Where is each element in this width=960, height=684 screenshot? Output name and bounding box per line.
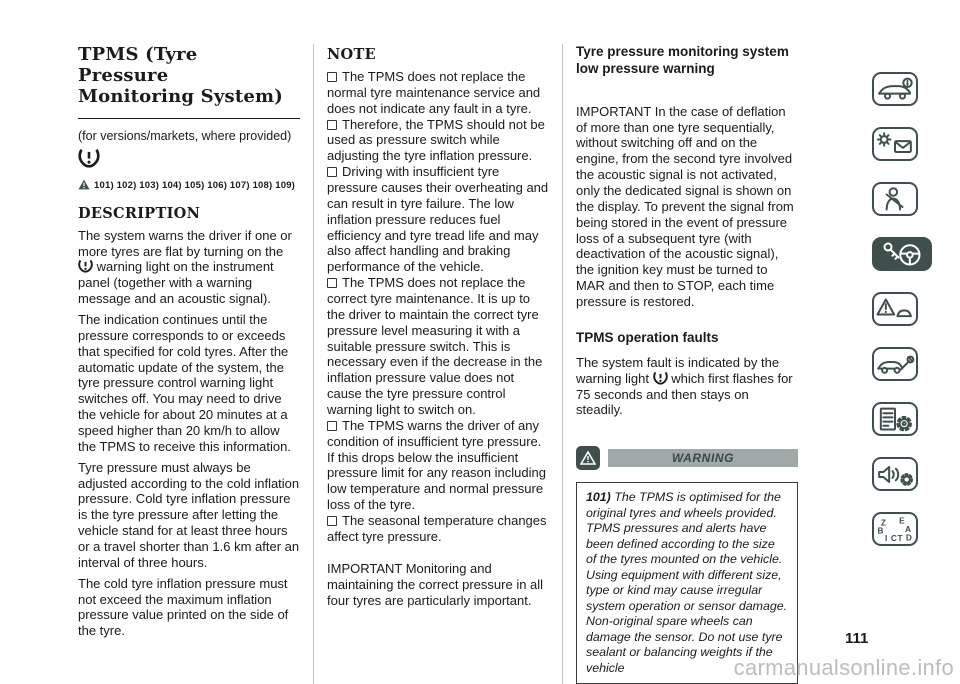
warning-banner [576, 446, 798, 470]
spec-sheet-gear-icon [875, 406, 915, 433]
speaker-gear-icon [875, 461, 915, 488]
square-bullet-icon [327, 278, 337, 288]
square-bullet-icon [327, 421, 337, 431]
svg-text:T: T [897, 532, 903, 543]
column-right [562, 44, 798, 684]
car-wrench-icon [875, 351, 915, 378]
tpms-low-pressure-lamp-icon [78, 259, 93, 274]
operation-faults-heading: TPMS operation faults [576, 329, 719, 345]
lights-messages-icon [875, 131, 915, 158]
warning-triangle-icon [78, 177, 90, 195]
sidebar-item-technical-data[interactable] [872, 402, 918, 436]
square-bullet-icon [327, 167, 337, 177]
index-letters-icon [875, 516, 915, 543]
description-paragraph-4: The cold tyre inflation pressure must not exceed the maximum inflation pressure value printed on the side of the tyre. [78, 575, 289, 639]
sidebar-item-in-an-emergency[interactable] [872, 292, 918, 326]
section-symbols [78, 151, 300, 171]
svg-text:A: A [905, 523, 912, 534]
page-title: TPMS (Tyre Pressure Monitoring System) [78, 44, 300, 119]
sidebar-item-knowing-your-vehicle[interactable] [872, 72, 918, 106]
svg-text:C: C [890, 532, 897, 543]
tpms-low-pressure-lamp-icon [78, 148, 100, 173]
svg-text:Z: Z [880, 516, 886, 527]
warning-ref-numbers: 101) 102) 103) 104) 105) 106) 107) 108) 109) [94, 180, 296, 192]
warning-note-number: 101) [586, 490, 611, 505]
important-note: IMPORTANT Monitoring and maintaining the correct pressure in all four tyres are particularly important. [327, 560, 544, 608]
description-paragraph-1: The system warns the driver if one or more tyres are flat by turning on the warning light on the instrument panel (together with a warning message and an acoustic signal). [78, 227, 292, 307]
svg-text:E: E [899, 515, 905, 526]
sidebar-item-index[interactable] [872, 512, 918, 546]
content-columns [78, 44, 798, 684]
description-heading: DESCRIPTION [78, 204, 201, 222]
section-tab-sidebar [872, 72, 932, 567]
sidebar-item-servicing-and-care[interactable] [872, 347, 918, 381]
sidebar-item-instrument-panel[interactable] [872, 127, 918, 161]
description-paragraph-2: The indication continues until the pressure corresponds to or exceeds that specified for cold tyres. After the automatic update of the system, the tyre pressure control warning light switches off. You may need to drive the vehicle for about 20 minutes at a speed higher than 20 km/h to allow the TPMS to receive this information. [78, 312, 291, 454]
note-item: Driving with insufficient tyre pressure causes their overheating and can result in tyre failure. The low inflation pressure reduces fuel efficiency and tyre tread life and may also affect handling and braking performance of the vehicle. [327, 164, 549, 275]
sidebar-item-safety[interactable] [872, 182, 918, 216]
svg-text:B: B [877, 525, 884, 536]
provision-note: (for versions/markets, where provided) [78, 128, 292, 143]
warning-note-101 [576, 482, 798, 684]
sidebar-item-multimedia[interactable] [872, 457, 918, 491]
warning-refs [78, 177, 300, 195]
note-item: The TPMS does not replace the normal tyre maintenance service and does not indicate any fault in a tyre. [327, 69, 541, 116]
warning-banner-bar [608, 449, 798, 467]
note-item: The seasonal temperature changes affect tyre pressure. [327, 513, 547, 544]
low-pressure-warning-heading: Tyre pressure monitoring system low pressure warning [576, 44, 789, 76]
column-middle [313, 44, 549, 684]
description-paragraph-3: Tyre pressure must always be adjusted according to the cold inflation pressure. Cold tyre inflation pressure is the tyre pressure after letting the vehicle stand for at least three hours or a travel shorter than 1.6 km after an interval of three hours. [78, 459, 300, 570]
safety-belt-icon [875, 186, 915, 213]
svg-text:D: D [905, 531, 912, 542]
watermark: carmanualsonline.info [733, 655, 954, 680]
note-item: Therefore, the TPMS should not be used as pressure switch while adjusting the tyre inflation pressure. [327, 116, 545, 164]
note-item: The TPMS does not replace the correct tyre maintenance. It is up to the driver to maintain the correct tyre pressure level measuring it with a suitable pressure switch. This is necessary even if the decrease in the inflation pressure value does not cause the tyre pressure control warning light to switch on. [327, 275, 543, 418]
emergency-triangle-icon [875, 296, 915, 323]
tpms-low-pressure-lamp-icon [653, 371, 668, 386]
square-bullet-icon [327, 72, 337, 82]
warning-banner-label: WARNING [671, 451, 735, 466]
warning-triangle-icon [576, 446, 600, 470]
page-number: 111 [845, 630, 869, 647]
svg-text:I: I [885, 532, 888, 543]
operation-faults-paragraph: The system fault is indicated by the warning light which first flashes for 75 seconds and then stays on steadily. [576, 354, 793, 418]
key-steering-wheel-icon [879, 240, 925, 268]
car-info-icon [875, 76, 915, 103]
square-bullet-icon [327, 120, 337, 130]
square-bullet-icon [327, 516, 337, 526]
column-left [78, 44, 300, 684]
warning-note-text: The TPMS is optimised for the original tyres and wheels provided. TPMS pressures and alerts have been defined according to the size of the tyres mounted on the vehicle. Using equipment with different size, type or kind may cause irregular system operation or sensor damage. Non-original spare wheels can damage the sensor. Do not use tyre sealant or balancing weights if the vehicle [586, 490, 788, 675]
low-pressure-warning-paragraph: IMPORTANT In the case of deflation of more than one tyre sequentially, without switching off and on the engine, from the second tyre involved the acoustic signal is not activated, only the dedicated signal is shown on the display. To prevent the signal from being stored in the event of pressure loss of a subsequent tyre (with deactivation of the acoustic signal), the ignition key must be turned to MAR and then to STOP, each time pressure is restored. [576, 103, 794, 310]
note-item: The TPMS warns the driver of any condition of insufficient tyre pressure. If this drops below the insufficient pressure limit for any reason including low temperature and normal pressure loss of the tyre. [327, 417, 546, 513]
sidebar-item-starting-and-driving[interactable] [872, 237, 932, 271]
note-heading: NOTE [327, 46, 376, 63]
